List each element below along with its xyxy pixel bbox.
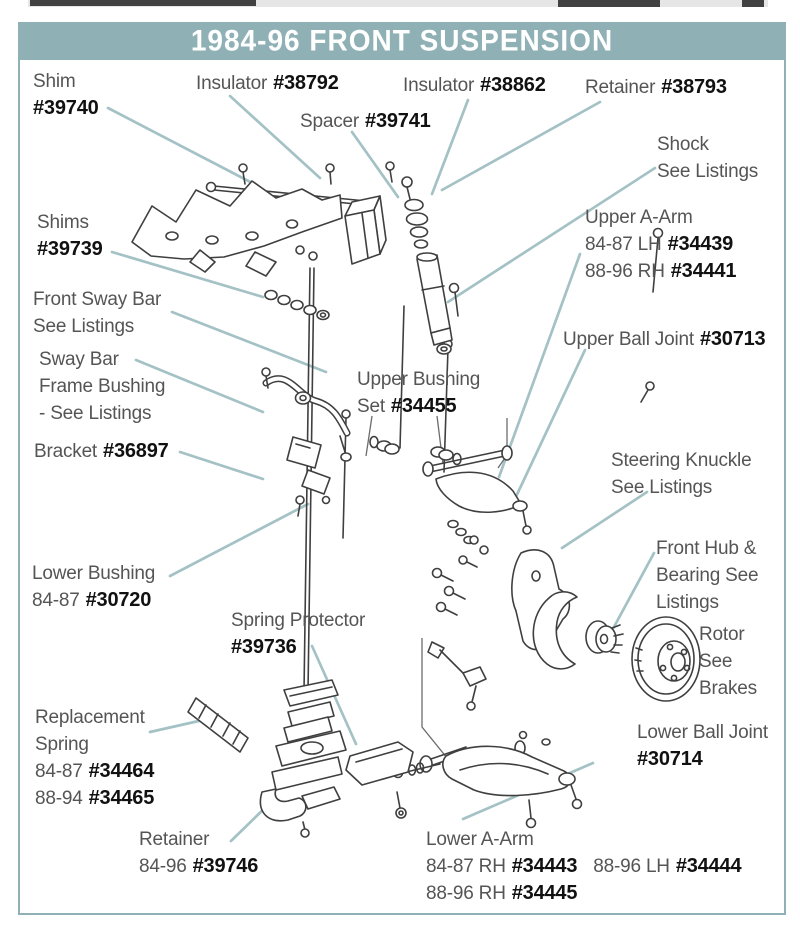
part-name: Retainer xyxy=(585,77,656,98)
shim-row-art xyxy=(265,291,329,320)
part-number: #39741 xyxy=(365,110,431,132)
label-sway-bar-frame-bushing xyxy=(39,346,165,427)
part-name: Shims xyxy=(37,212,89,233)
part-name: Frame Bushing xyxy=(39,376,166,397)
part-name: Bearing See xyxy=(656,565,759,586)
page-title: 1984-96 FRONT SUSPENSION xyxy=(190,24,614,57)
label-front-sway-bar xyxy=(33,286,161,340)
part-number: #36897 xyxy=(103,440,169,462)
label-retainer-38793 xyxy=(585,74,727,101)
part-note: Brakes xyxy=(699,678,757,699)
part-name: Lower Ball Joint xyxy=(637,722,768,743)
part-number: #34445 xyxy=(511,882,578,904)
label-spacer xyxy=(300,108,431,135)
fitment: 84-87 xyxy=(35,761,83,782)
part-number: #34441 xyxy=(670,260,737,282)
label-insulator-38862 xyxy=(403,72,546,99)
shock-art xyxy=(417,253,459,354)
spacer-block-art xyxy=(345,196,386,264)
part-note: See Listings xyxy=(611,477,713,498)
part-name: Shim xyxy=(33,71,76,92)
part-name: Set xyxy=(357,396,385,417)
part-name: Retainer xyxy=(139,829,210,850)
part-name: Upper Bushing xyxy=(357,369,481,390)
part-name: Shock xyxy=(657,134,709,155)
part-name: Rotor xyxy=(699,624,745,645)
part-number: #34443 xyxy=(511,855,578,877)
part-name: Replacement xyxy=(35,707,145,728)
leader-upper-ball-joint xyxy=(513,350,585,503)
part-number: #34444 xyxy=(675,855,742,877)
part-number: #34439 xyxy=(667,233,734,255)
part-name: Spring xyxy=(35,734,89,755)
elbow-connectors xyxy=(366,416,507,790)
label-retainer-39746 xyxy=(139,826,258,880)
label-lower-bushing xyxy=(32,560,155,614)
insulator-washer-stack-art xyxy=(402,177,428,248)
label-shims xyxy=(37,209,103,263)
lower-a-arm-art xyxy=(394,732,582,828)
part-name: Front Sway Bar xyxy=(33,289,162,310)
label-steering-knuckle xyxy=(611,447,751,501)
part-number: #30714 xyxy=(637,748,703,770)
leader-front-sway-bar xyxy=(172,312,326,372)
part-name: Upper A-Arm xyxy=(585,207,693,228)
part-name: Spring Protector xyxy=(231,610,366,631)
part-number: #39746 xyxy=(192,855,259,877)
part-number: #39736 xyxy=(231,636,297,658)
part-name: Lower A-Arm xyxy=(426,829,534,850)
label-front-hub xyxy=(656,535,758,616)
upper-a-arm-art xyxy=(423,446,531,544)
part-name: Steering Knuckle xyxy=(611,450,752,471)
leader-retainer-38793 xyxy=(442,102,600,190)
fitment: 88-96 RH xyxy=(585,261,665,282)
fitment: 84-96 xyxy=(139,856,187,877)
part-name: Front Hub & xyxy=(656,538,757,559)
part-number: #34464 xyxy=(88,760,155,782)
fitment: 88-94 xyxy=(35,788,83,809)
label-lower-ball-joint xyxy=(637,719,768,773)
part-name: Lower Bushing xyxy=(32,563,156,584)
part-note: Listings xyxy=(656,592,719,613)
part-number: #38862 xyxy=(480,74,546,96)
part-name: Insulator xyxy=(403,75,475,96)
part-name: Insulator xyxy=(196,73,268,94)
label-upper-ball-joint xyxy=(563,326,765,353)
label-upper-a-arm xyxy=(585,204,736,285)
label-lower-a-arm xyxy=(426,826,741,907)
part-note: - See Listings xyxy=(39,403,152,424)
fitment: 84-87 RH xyxy=(426,856,506,877)
label-shock xyxy=(657,131,758,185)
label-upper-bushing xyxy=(357,366,480,420)
part-number: #34455 xyxy=(390,395,457,417)
leader-bracket xyxy=(180,452,263,479)
leader-lower-bushing xyxy=(170,504,308,576)
part-name: Spacer xyxy=(300,111,360,132)
label-insulator-38792 xyxy=(196,70,339,97)
part-number: #30720 xyxy=(85,589,152,611)
hub-bearing-art xyxy=(586,621,623,653)
fitment: 84-87 LH xyxy=(585,234,662,255)
label-shim xyxy=(33,68,99,122)
label-bracket xyxy=(34,438,169,465)
fitment: 88-96 RH xyxy=(426,883,506,904)
leader-shim xyxy=(108,108,258,186)
fitment: 84-87 xyxy=(32,590,80,611)
part-note: See xyxy=(699,651,733,672)
part-number: #30713 xyxy=(699,328,766,350)
part-number: #39739 xyxy=(37,238,103,260)
part-note: See Listings xyxy=(657,161,759,182)
fitment: 88-96 LH xyxy=(593,856,670,877)
part-number: #39740 xyxy=(33,97,99,119)
replacement-spring-art xyxy=(188,698,248,752)
lower-ball-joint-art xyxy=(428,642,486,710)
part-name: Sway Bar xyxy=(39,349,119,370)
part-note: See Listings xyxy=(33,316,135,337)
part-number: #34465 xyxy=(88,787,155,809)
part-number: #38793 xyxy=(661,76,727,98)
label-spring-protector xyxy=(231,607,365,661)
rotor-art xyxy=(632,617,700,701)
part-number: #38792 xyxy=(273,72,339,94)
label-rotor xyxy=(699,621,757,702)
part-name: Bracket xyxy=(34,441,98,462)
upper-bushing-pair-art xyxy=(370,437,461,465)
label-replacement-spring xyxy=(35,704,154,812)
part-name: Upper Ball Joint xyxy=(563,329,694,350)
